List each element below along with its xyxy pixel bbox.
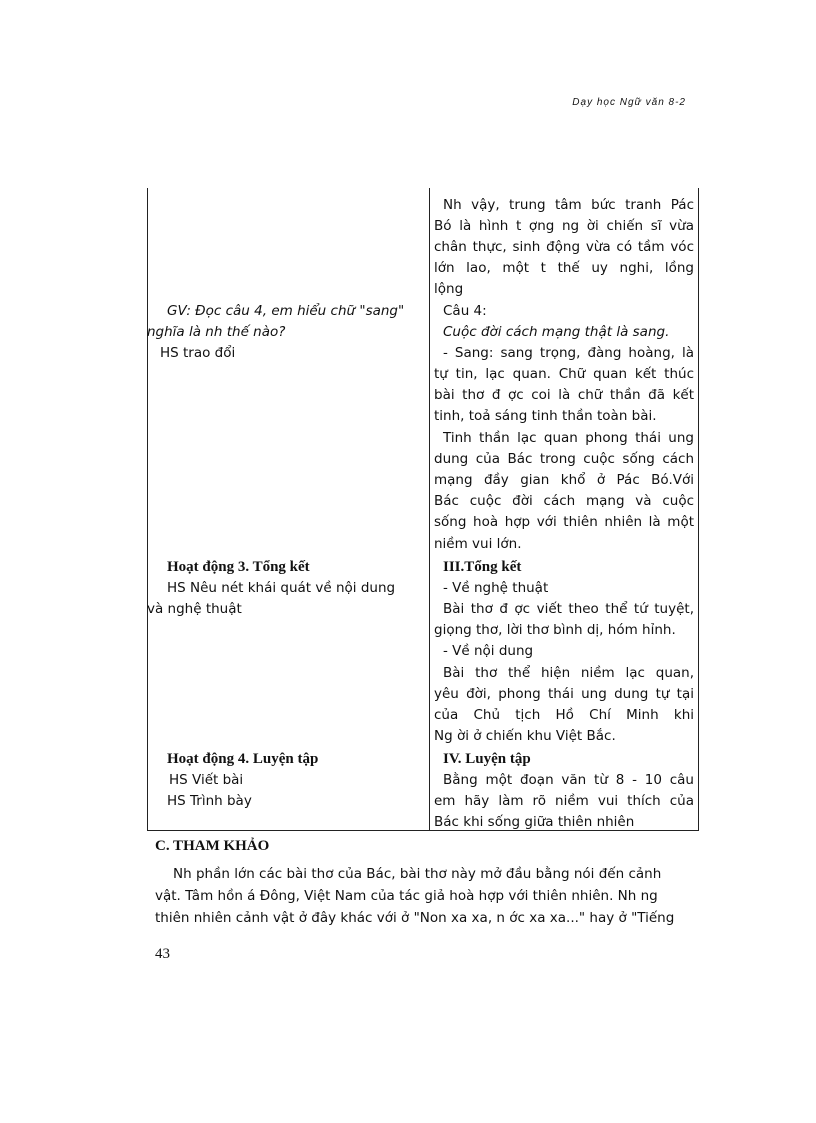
right-line: yêu đời, phong thái ung dung tự tại bbox=[434, 686, 694, 702]
right-heading: III.Tổng kết bbox=[443, 559, 522, 575]
right-line: Bằng một đoạn văn từ 8 - 10 câu bbox=[443, 772, 694, 788]
paragraph-line: thiên nhiên cảnh vật ở đây khác với ở "Non xa xa, n ớc xa xa..." hay ở "Tiếng bbox=[155, 910, 675, 926]
right-line: tinh, toả sáng tinh thần toàn bài. bbox=[434, 408, 657, 424]
paragraph-line: Nh phần lớn các bài thơ của Bác, bài thơ này mở đầu bằng nói đến cảnh bbox=[173, 866, 662, 882]
right-line: của Chủ tịch Hồ Chí Minh khi bbox=[434, 707, 694, 723]
right-line: giọng thơ, lời thơ bình dị, hóm hỉnh. bbox=[434, 622, 676, 638]
left-line: nghĩa là nh thế nào? bbox=[147, 324, 286, 340]
right-line: lộng bbox=[434, 281, 464, 297]
table-border-right bbox=[698, 188, 699, 830]
left-heading: Hoạt động 4. Luyện tập bbox=[167, 751, 319, 767]
right-line: Bác khi sống giữa thiên nhiên bbox=[434, 814, 635, 830]
right-line: bài thơ đ ợc coi là chữ thần đã kết bbox=[434, 387, 694, 403]
right-line: tự tin, lạc quan. Chữ quan kết thúc bbox=[434, 366, 694, 382]
content-column bbox=[430, 188, 698, 830]
right-line: Cuộc đời cách mạng thật là sang. bbox=[443, 324, 670, 340]
right-line: chân thực, sinh động vừa có tầm vóc bbox=[434, 239, 694, 255]
right-line: em hãy làm rõ niềm vui thích của bbox=[434, 793, 694, 809]
right-line: - Về nội dung bbox=[443, 643, 534, 659]
left-line: HS Nêu nét khái quát về nội dung bbox=[167, 580, 396, 596]
page-number: 43 bbox=[155, 946, 170, 962]
right-line: Tinh thần lạc quan phong thái ung bbox=[443, 430, 694, 446]
left-line: HS Viết bài bbox=[169, 772, 244, 788]
running-header: Dạy học Ngữ văn 8-2 bbox=[572, 97, 686, 108]
left-line: HS trao đổi bbox=[160, 345, 236, 361]
right-heading: IV. Luyện tập bbox=[443, 751, 531, 767]
right-line: - Sang: sang trọng, đàng hoàng, là bbox=[443, 345, 694, 361]
right-line: niềm vui lớn. bbox=[434, 536, 522, 552]
left-heading: Hoạt động 3. Tổng kết bbox=[167, 559, 310, 575]
lesson-table bbox=[147, 188, 699, 831]
right-line: Bác cuộc đời cách mạng và cuộc bbox=[434, 493, 694, 509]
paragraph-line: vật. Tâm hồn á Đông, Việt Nam của tác giả hoà hợp với thiên nhiên. Nh ng bbox=[155, 888, 658, 904]
left-line: HS Trình bày bbox=[167, 793, 252, 809]
right-line: lớn lao, một t thế uy nghi, lồng bbox=[434, 260, 694, 276]
right-line: Câu 4: bbox=[443, 303, 487, 319]
right-line: mạng đầy gian khổ ở Pác Bó.Với bbox=[434, 472, 694, 488]
right-line: Nh vậy, trung tâm bức tranh Pác bbox=[443, 197, 694, 213]
left-line: và nghệ thuật bbox=[147, 601, 242, 617]
right-line: Ng ời ở chiến khu Việt Bắc. bbox=[434, 728, 616, 744]
right-line: Bài thơ đ ợc viết theo thể tứ tuyệt, bbox=[443, 601, 694, 617]
right-line: sống hoà hợp với thiên nhiên là một bbox=[434, 514, 694, 530]
left-line: GV: Đọc câu 4, em hiểu chữ "sang" bbox=[167, 303, 405, 319]
right-line: Bó là hình t ợng ng ời chiến sĩ vừa bbox=[434, 218, 694, 234]
right-line: Bài thơ thể hiện niềm lạc quan, bbox=[443, 665, 694, 681]
right-line: - Về nghệ thuật bbox=[443, 580, 549, 596]
section-heading: C. THAM KHẢO bbox=[155, 838, 270, 854]
right-line: dung của Bác trong cuộc sống cách bbox=[434, 451, 694, 467]
teacher-student-column bbox=[147, 188, 429, 830]
